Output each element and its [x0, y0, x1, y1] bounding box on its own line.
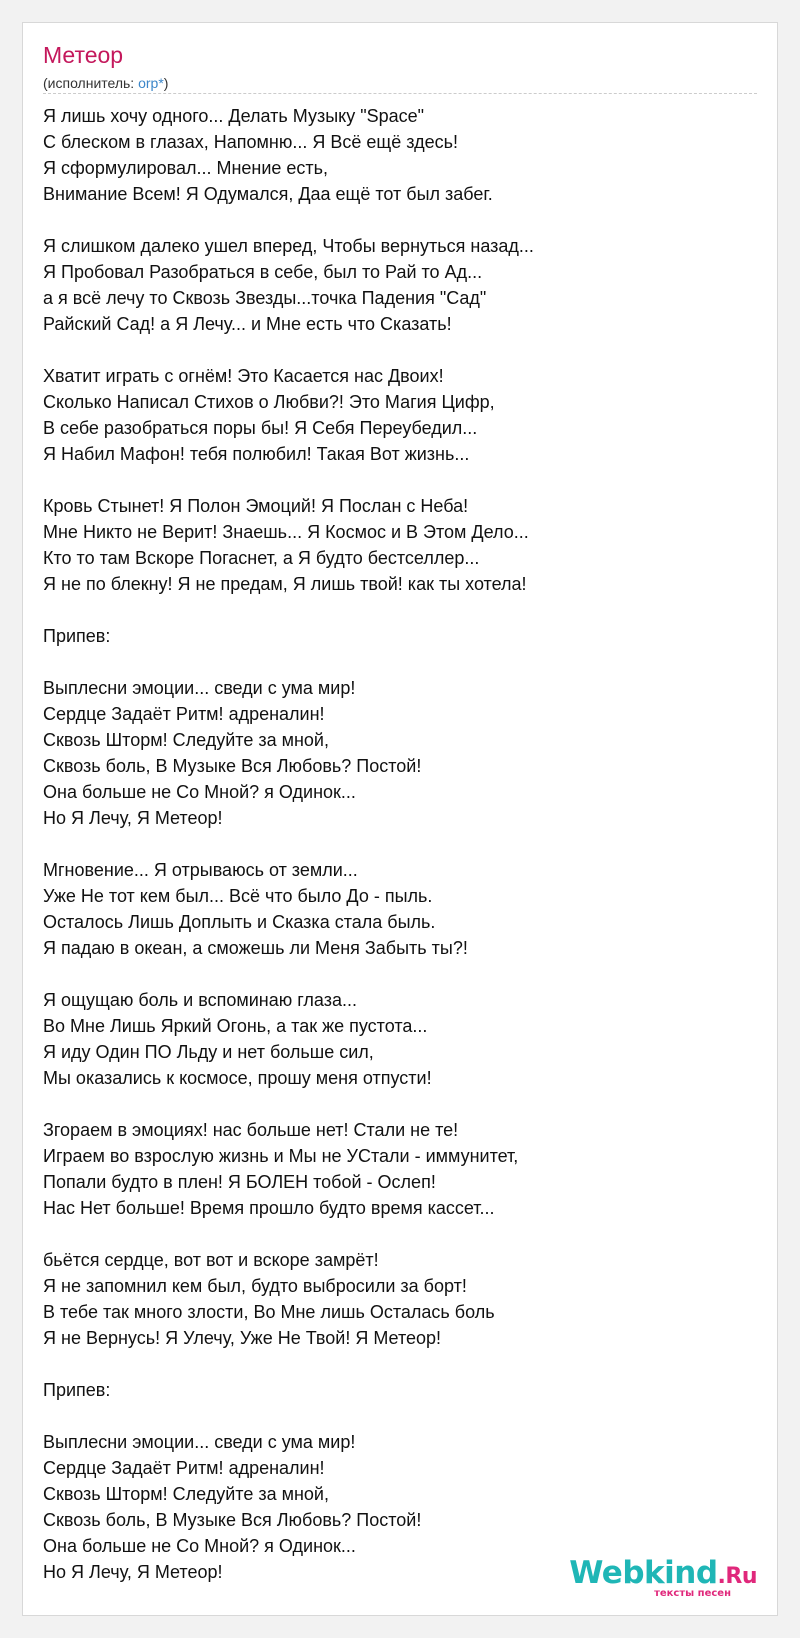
- lyrics-stanza: [43, 675, 743, 831]
- lyrics-line: Я падаю в океан, а сможешь ли Меня Забыть ты?!: [43, 938, 468, 958]
- lyrics-line: Я не по блекну! Я не предам, Я лишь твой! как ты хотела!: [43, 574, 527, 594]
- lyrics-line: Нас Нет больше! Время прошло будто время кассет...: [43, 1198, 495, 1218]
- lyrics-line: Уже Не тот кем был... Всё что было До - пыль.: [43, 886, 433, 906]
- song-title: Метеор: [43, 42, 124, 68]
- lyrics-line: В тебе так много злости, Во Мне лишь Осталась боль: [43, 1302, 495, 1322]
- lyrics-card: [22, 22, 778, 1616]
- lyrics-stanza: [43, 1377, 743, 1403]
- lyrics-line: Припев:: [43, 626, 111, 646]
- lyrics-stanza: [43, 987, 743, 1091]
- lyrics-line: Припев:: [43, 1380, 111, 1400]
- lyrics-stanza: [43, 857, 743, 961]
- lyrics-line: Кровь Стынет! Я Полон Эмоций! Я Послан с Неба!: [43, 496, 469, 516]
- lyrics-line: Сердце Задаёт Ритм! адреналин!: [43, 1458, 325, 1478]
- lyrics-stanza: [43, 493, 743, 597]
- artist-line: [43, 74, 168, 92]
- lyrics-line: Мгновение... Я отрываюсь от земли...: [43, 860, 358, 880]
- lyrics-stanza: [43, 103, 743, 207]
- lyrics-line: Хватит играть с огнём! Это Касается нас Двоих!: [43, 366, 444, 386]
- lyrics-line: Во Мне Лишь Яркий Огонь, а так же пустота...: [43, 1016, 428, 1036]
- lyrics-line: С блеском в глазах, Напомню... Я Всё ещё здесь!: [43, 132, 458, 152]
- lyrics-line: Я иду Один ПО Льду и нет больше сил,: [43, 1042, 374, 1062]
- lyrics-line: В себе разобраться поры бы! Я Себя Переубедил...: [43, 418, 478, 438]
- lyrics-line: Сквозь боль, В Музыке Вся Любовь? Постой!: [43, 756, 422, 776]
- lyrics-line: Я Набил Мафон! тебя полюбил! Такая Вот жизнь...: [43, 444, 470, 464]
- lyrics-stanza: [43, 1247, 743, 1351]
- lyrics-line: Я не запомнил кем был, будто выбросили за борт!: [43, 1276, 467, 1296]
- lyrics-line: Играем во взрослую жизнь и Мы не УСтали - иммунитет,: [43, 1146, 519, 1166]
- lyrics-line: Выплесни эмоции... сведи с ума мир!: [43, 1432, 356, 1452]
- lyrics-line: Мы оказались к космосе, прошу меня отпусти!: [43, 1068, 432, 1088]
- lyrics-line: Я сформулировал... Мнение есть,: [43, 158, 329, 178]
- lyrics-stanza: [43, 363, 743, 467]
- lyrics-line: бьётся сердце, вот вот и вскоре замрёт!: [43, 1250, 379, 1270]
- lyrics-line: Сердце Задаёт Ритм! адреналин!: [43, 704, 325, 724]
- lyrics-line: Осталось Лишь Доплыть и Сказка стала быль.: [43, 912, 436, 932]
- webkind-logo[interactable]: [557, 1556, 757, 1604]
- lyrics-line: а я всё лечу то Сквозь Звезды...точка Падения "Сад": [43, 288, 487, 308]
- lyrics-line: Но Я Лечу, Я Метеор!: [43, 1562, 223, 1582]
- logo-tld: .Ru: [717, 1564, 757, 1589]
- lyrics-line: Я ощущаю боль и вспоминаю глаза...: [43, 990, 357, 1010]
- logo-tagline: тексты песен: [654, 1588, 731, 1599]
- lyrics-stanza: [43, 623, 743, 649]
- lyrics-line: Я Пробовал Разобраться в себе, был то Рай то Ад...: [43, 262, 483, 282]
- lyrics-line: Кто то там Вскоре Погаснет, а Я будто бестселлер...: [43, 548, 480, 568]
- lyrics-line: Но Я Лечу, Я Метеор!: [43, 808, 223, 828]
- lyrics-line: Мне Никто не Верит! Знаешь... Я Космос и В Этом Дело...: [43, 522, 529, 542]
- lyrics-line: Внимание Всем! Я Одумался, Даа ещё тот был забег.: [43, 184, 493, 204]
- lyrics-stanza: [43, 1117, 743, 1221]
- lyrics-line: Я слишком далеко ушел вперед, Чтобы вернуться назад...: [43, 236, 534, 256]
- lyrics-body: [43, 103, 743, 1611]
- lyrics-line: Сколько Написал Стихов о Любви?! Это Магия Цифр,: [43, 392, 495, 412]
- lyrics-line: Я не Вернусь! Я Улечу, Уже Не Твой! Я Метеор!: [43, 1328, 442, 1348]
- lyrics-line: Сквозь Шторм! Следуйте за мной,: [43, 730, 329, 750]
- artist-link[interactable]: orp*: [138, 75, 164, 91]
- artist-suffix: ): [163, 75, 169, 91]
- logo-name: Webkind: [569, 1555, 718, 1591]
- lyrics-line: Сквозь боль, В Музыке Вся Любовь? Постой!: [43, 1510, 422, 1530]
- lyrics-stanza: [43, 233, 743, 337]
- lyrics-line: Попали будто в плен! Я БОЛЕН тобой - Ослеп!: [43, 1172, 436, 1192]
- lyrics-line: Она больше не Со Мной? я Одинок...: [43, 782, 356, 802]
- lyrics-line: Райский Сад! а Я Лечу... и Мне есть что Сказать!: [43, 314, 452, 334]
- lyrics-line: Сквозь Шторм! Следуйте за мной,: [43, 1484, 329, 1504]
- lyrics-line: Она больше не Со Мной? я Одинок...: [43, 1536, 356, 1556]
- dashed-divider: [43, 93, 757, 94]
- lyrics-line: Выплесни эмоции... сведи с ума мир!: [43, 678, 356, 698]
- lyrics-line: Згораем в эмоциях! нас больше нет! Стали не те!: [43, 1120, 459, 1140]
- artist-prefix: (исполнитель:: [43, 75, 139, 91]
- lyrics-line: Я лишь хочу одного... Делать Музыку "Space": [43, 106, 425, 126]
